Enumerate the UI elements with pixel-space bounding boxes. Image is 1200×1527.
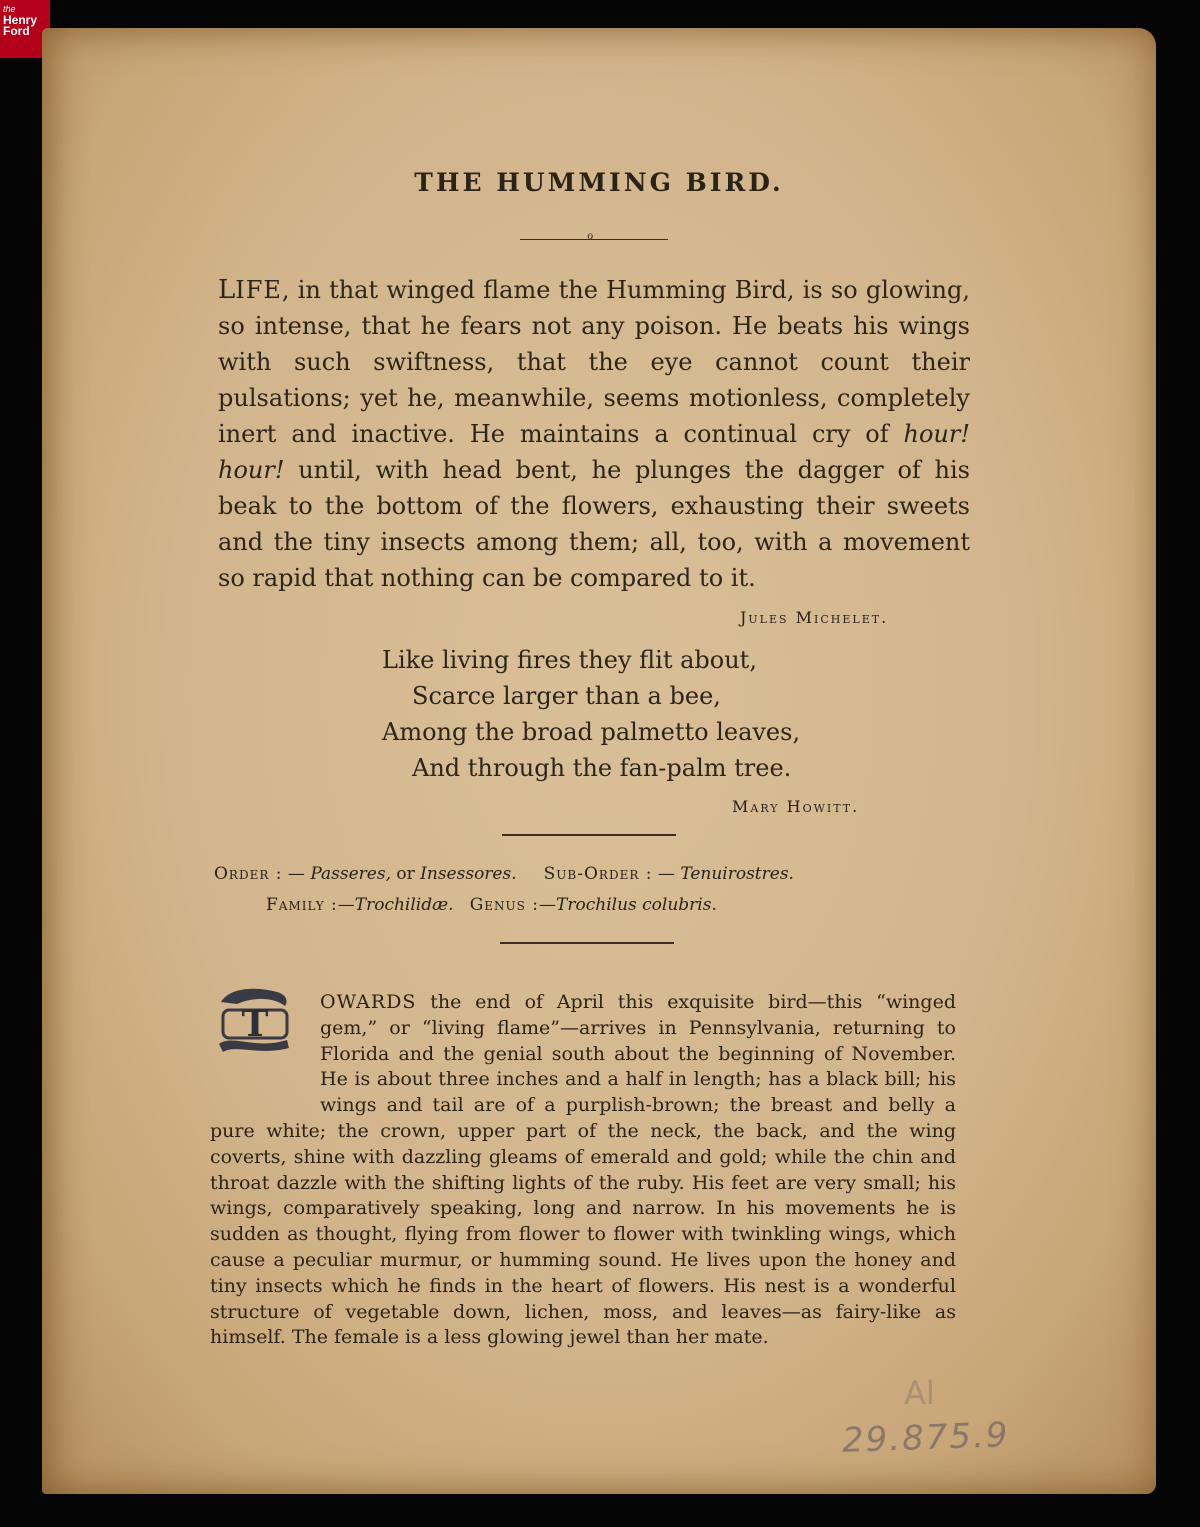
poem-line-3: Among the broad palmetto leaves, bbox=[382, 718, 801, 746]
dropcap-letter: T bbox=[241, 1003, 269, 1045]
michelet-attribution: Jules Michelet. bbox=[740, 608, 889, 627]
section-rule-2 bbox=[500, 942, 674, 944]
logo-henry: Henry bbox=[3, 13, 38, 27]
poem-line-2: Scarce larger than a bee, bbox=[412, 682, 721, 710]
order-value-1: Passeres, bbox=[310, 864, 391, 884]
order-value-2: Insessores. bbox=[420, 864, 517, 884]
initial-word: OWARDS bbox=[320, 991, 417, 1013]
suborder-value: Tenuirostres. bbox=[680, 864, 794, 884]
poem-line-1: Like living fires they flit about, bbox=[382, 646, 757, 674]
document-page bbox=[42, 28, 1156, 1494]
initial-word-rest: IFE bbox=[235, 276, 282, 304]
description-passage bbox=[210, 990, 956, 1351]
rule-ornament: ℴ bbox=[587, 227, 594, 243]
howitt-poem bbox=[382, 642, 902, 786]
michelet-passage bbox=[218, 272, 970, 596]
logo-the: the bbox=[3, 4, 16, 14]
taxonomy-line-1: Order : — Passeres, or Insessores. Sub-Order : — Tenuirostres. bbox=[214, 864, 794, 884]
taxonomy-line-2: Family :—Trochilidæ. Genus :—Trochilus colubris. bbox=[266, 895, 717, 915]
family-label: Family : bbox=[266, 895, 338, 915]
order-label: Order : bbox=[214, 864, 283, 884]
genus-value: Trochilus colubris. bbox=[556, 895, 717, 915]
description-text: the end of April this exquisite bird—this “winged gem,” or “living flame”—arrives in Pennsylvania, returning to Florida and the genial south about the beginning of November. He is about three inches and a half in length; has a black bill; his wings and tail are of a purplish-brown; the breast and belly a pure white; the crown, upper part of the neck, the back, and the wing coverts, shine with dazzling gleams of emerald and gold; while the chin and throat dazzle with the shifting lights of the ruby. His feet are very small; his wings, comparatively speaking, long and narrow. In his movements he is sudden as thought, flying from flower to flower with twinkling wings, which cause a peculiar murmur, or humming sound. He lives upon the honey and tiny insects which he finds in the heart of flowers. His nest is a wonderful structure of vegetable down, lichen, moss, and leaves—as fairy-like as himself. The female is a less glowing jewel than her mate. bbox=[210, 991, 956, 1349]
logo-ford: Ford bbox=[3, 24, 30, 38]
archive-stamp-letters: Al bbox=[904, 1374, 935, 1412]
title-rule bbox=[520, 239, 668, 240]
suborder-label: Sub-Order : bbox=[543, 864, 653, 884]
genus-label: Genus : bbox=[469, 895, 540, 915]
dropcap-space bbox=[210, 990, 320, 1094]
passage1-text-1: , in that winged flame the Humming Bird, is so glowing, so intense, that he fears not any poison. He beats his wings with such swiftness, that the eye cannot count their pulsations; yet he, meanwhile, seems motionless, completely inert and inactive. He maintains a continual cry of bbox=[218, 276, 970, 448]
howitt-attribution: Mary Howitt. bbox=[732, 797, 860, 816]
page-title: THE HUMMING BIRD. bbox=[414, 168, 784, 197]
family-value: Trochilidæ. bbox=[354, 895, 454, 915]
passage1-italic: hour! hour! bbox=[218, 420, 970, 484]
order-or: or bbox=[396, 864, 415, 884]
initial-letter: L bbox=[218, 275, 236, 305]
passage1-text-2: until, with head bent, he plunges the dagger of his beak to the bottom of the flowers, exhausting their sweets and the tiny insects among them; all, too, with a movement so rapid that nothing can be compared to it. bbox=[218, 456, 970, 592]
section-rule-1 bbox=[502, 834, 676, 836]
accession-number: 29.875.9 bbox=[841, 1415, 1011, 1461]
poem-line-4: And through the fan-palm tree. bbox=[412, 754, 792, 782]
